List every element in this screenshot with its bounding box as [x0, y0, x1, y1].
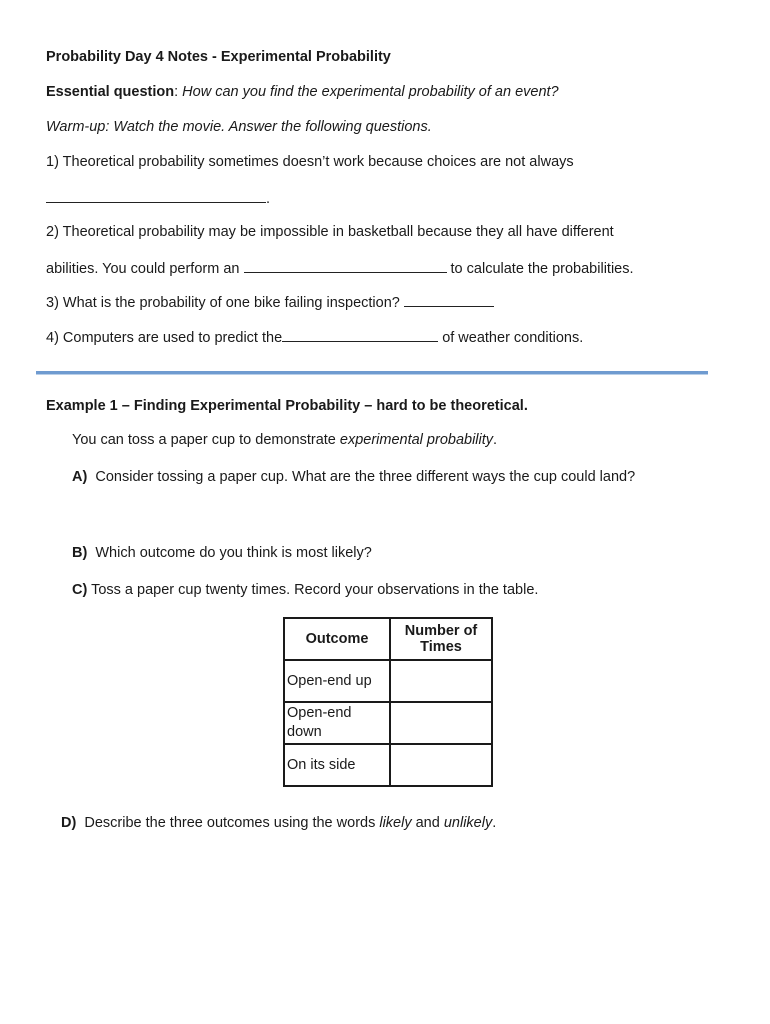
question-4-end: of weather conditions. — [442, 330, 584, 346]
question-1-answer-line — [46, 189, 270, 207]
question-1-period: . — [266, 191, 271, 207]
part-c-text: Toss a paper cup twenty times. Record your observations in the table. — [91, 582, 539, 598]
question-1-blank[interactable] — [46, 189, 266, 203]
part-d-end: . — [492, 815, 497, 831]
page-title: Probability Day 4 Notes - Experimental Probability — [46, 49, 391, 65]
table-header-row — [284, 618, 492, 660]
header-number-of-times: Number of Times — [390, 618, 492, 660]
intro-start: You can toss a paper cup to demonstrate — [72, 432, 340, 448]
outcome-cell: On its side — [284, 744, 390, 786]
outcome-cell: Open-end down — [284, 702, 390, 744]
question-3 — [46, 293, 494, 311]
part-c — [72, 582, 538, 598]
part-a — [72, 469, 635, 485]
part-b-label: B) — [72, 545, 88, 561]
observations-table — [283, 617, 493, 787]
question-2-line-2 — [46, 259, 634, 277]
question-4-blank[interactable] — [282, 328, 438, 342]
part-b-text: Which outcome do you think is most likely? — [95, 545, 372, 561]
table-row — [284, 660, 492, 702]
question-3-text: 3) What is the probability of one bike failing inspection? — [46, 295, 400, 311]
count-cell[interactable] — [390, 744, 492, 786]
question-1-text: 1) Theoretical probability sometimes doesn’t work because choices are not always — [46, 154, 574, 170]
part-a-label: A) — [72, 469, 88, 485]
question-2-blank[interactable] — [244, 259, 447, 273]
intro-end: . — [493, 432, 498, 448]
part-d-label: D) — [61, 815, 77, 831]
question-2-line-1: 2) Theoretical probability may be impossible in basketball because they all have different — [46, 224, 614, 240]
part-d-likely: likely — [379, 815, 412, 831]
outcome-cell: Open-end up — [284, 660, 390, 702]
warmup-instructions: Warm-up: Watch the movie. Answer the following questions. — [46, 119, 432, 135]
question-2-end: to calculate the probabilities. — [450, 261, 634, 277]
part-d-text-start: Describe the three outcomes using the words — [84, 815, 380, 831]
question-2-start: abilities. You could perform an — [46, 261, 240, 277]
essential-question-label: Essential question — [46, 84, 175, 100]
part-d-mid: and — [411, 815, 444, 831]
essential-question-text: How can you find the experimental probability of an event? — [178, 84, 559, 100]
question-3-blank[interactable] — [404, 293, 494, 307]
count-cell[interactable] — [390, 660, 492, 702]
part-a-text: Consider tossing a paper cup. What are the three different ways the cup could land? — [95, 469, 636, 485]
count-cell[interactable] — [390, 702, 492, 744]
example-1-heading: Example 1 – Finding Experimental Probability – hard to be theoretical. — [46, 398, 528, 414]
question-4 — [46, 328, 583, 346]
table-row — [284, 702, 492, 744]
essential-question — [46, 84, 559, 100]
part-b — [72, 545, 372, 561]
example-1-intro — [72, 432, 497, 448]
question-4-start: 4) Computers are used to predict the — [46, 330, 283, 346]
section-divider — [36, 371, 708, 375]
header-outcome: Outcome — [284, 618, 390, 660]
table-row — [284, 744, 492, 786]
essential-question-colon: : — [174, 84, 179, 100]
part-d-unlikely: unlikely — [443, 815, 493, 831]
part-c-label: C) — [72, 582, 88, 598]
part-d — [61, 815, 496, 831]
intro-emphasis: experimental probability — [339, 432, 494, 448]
